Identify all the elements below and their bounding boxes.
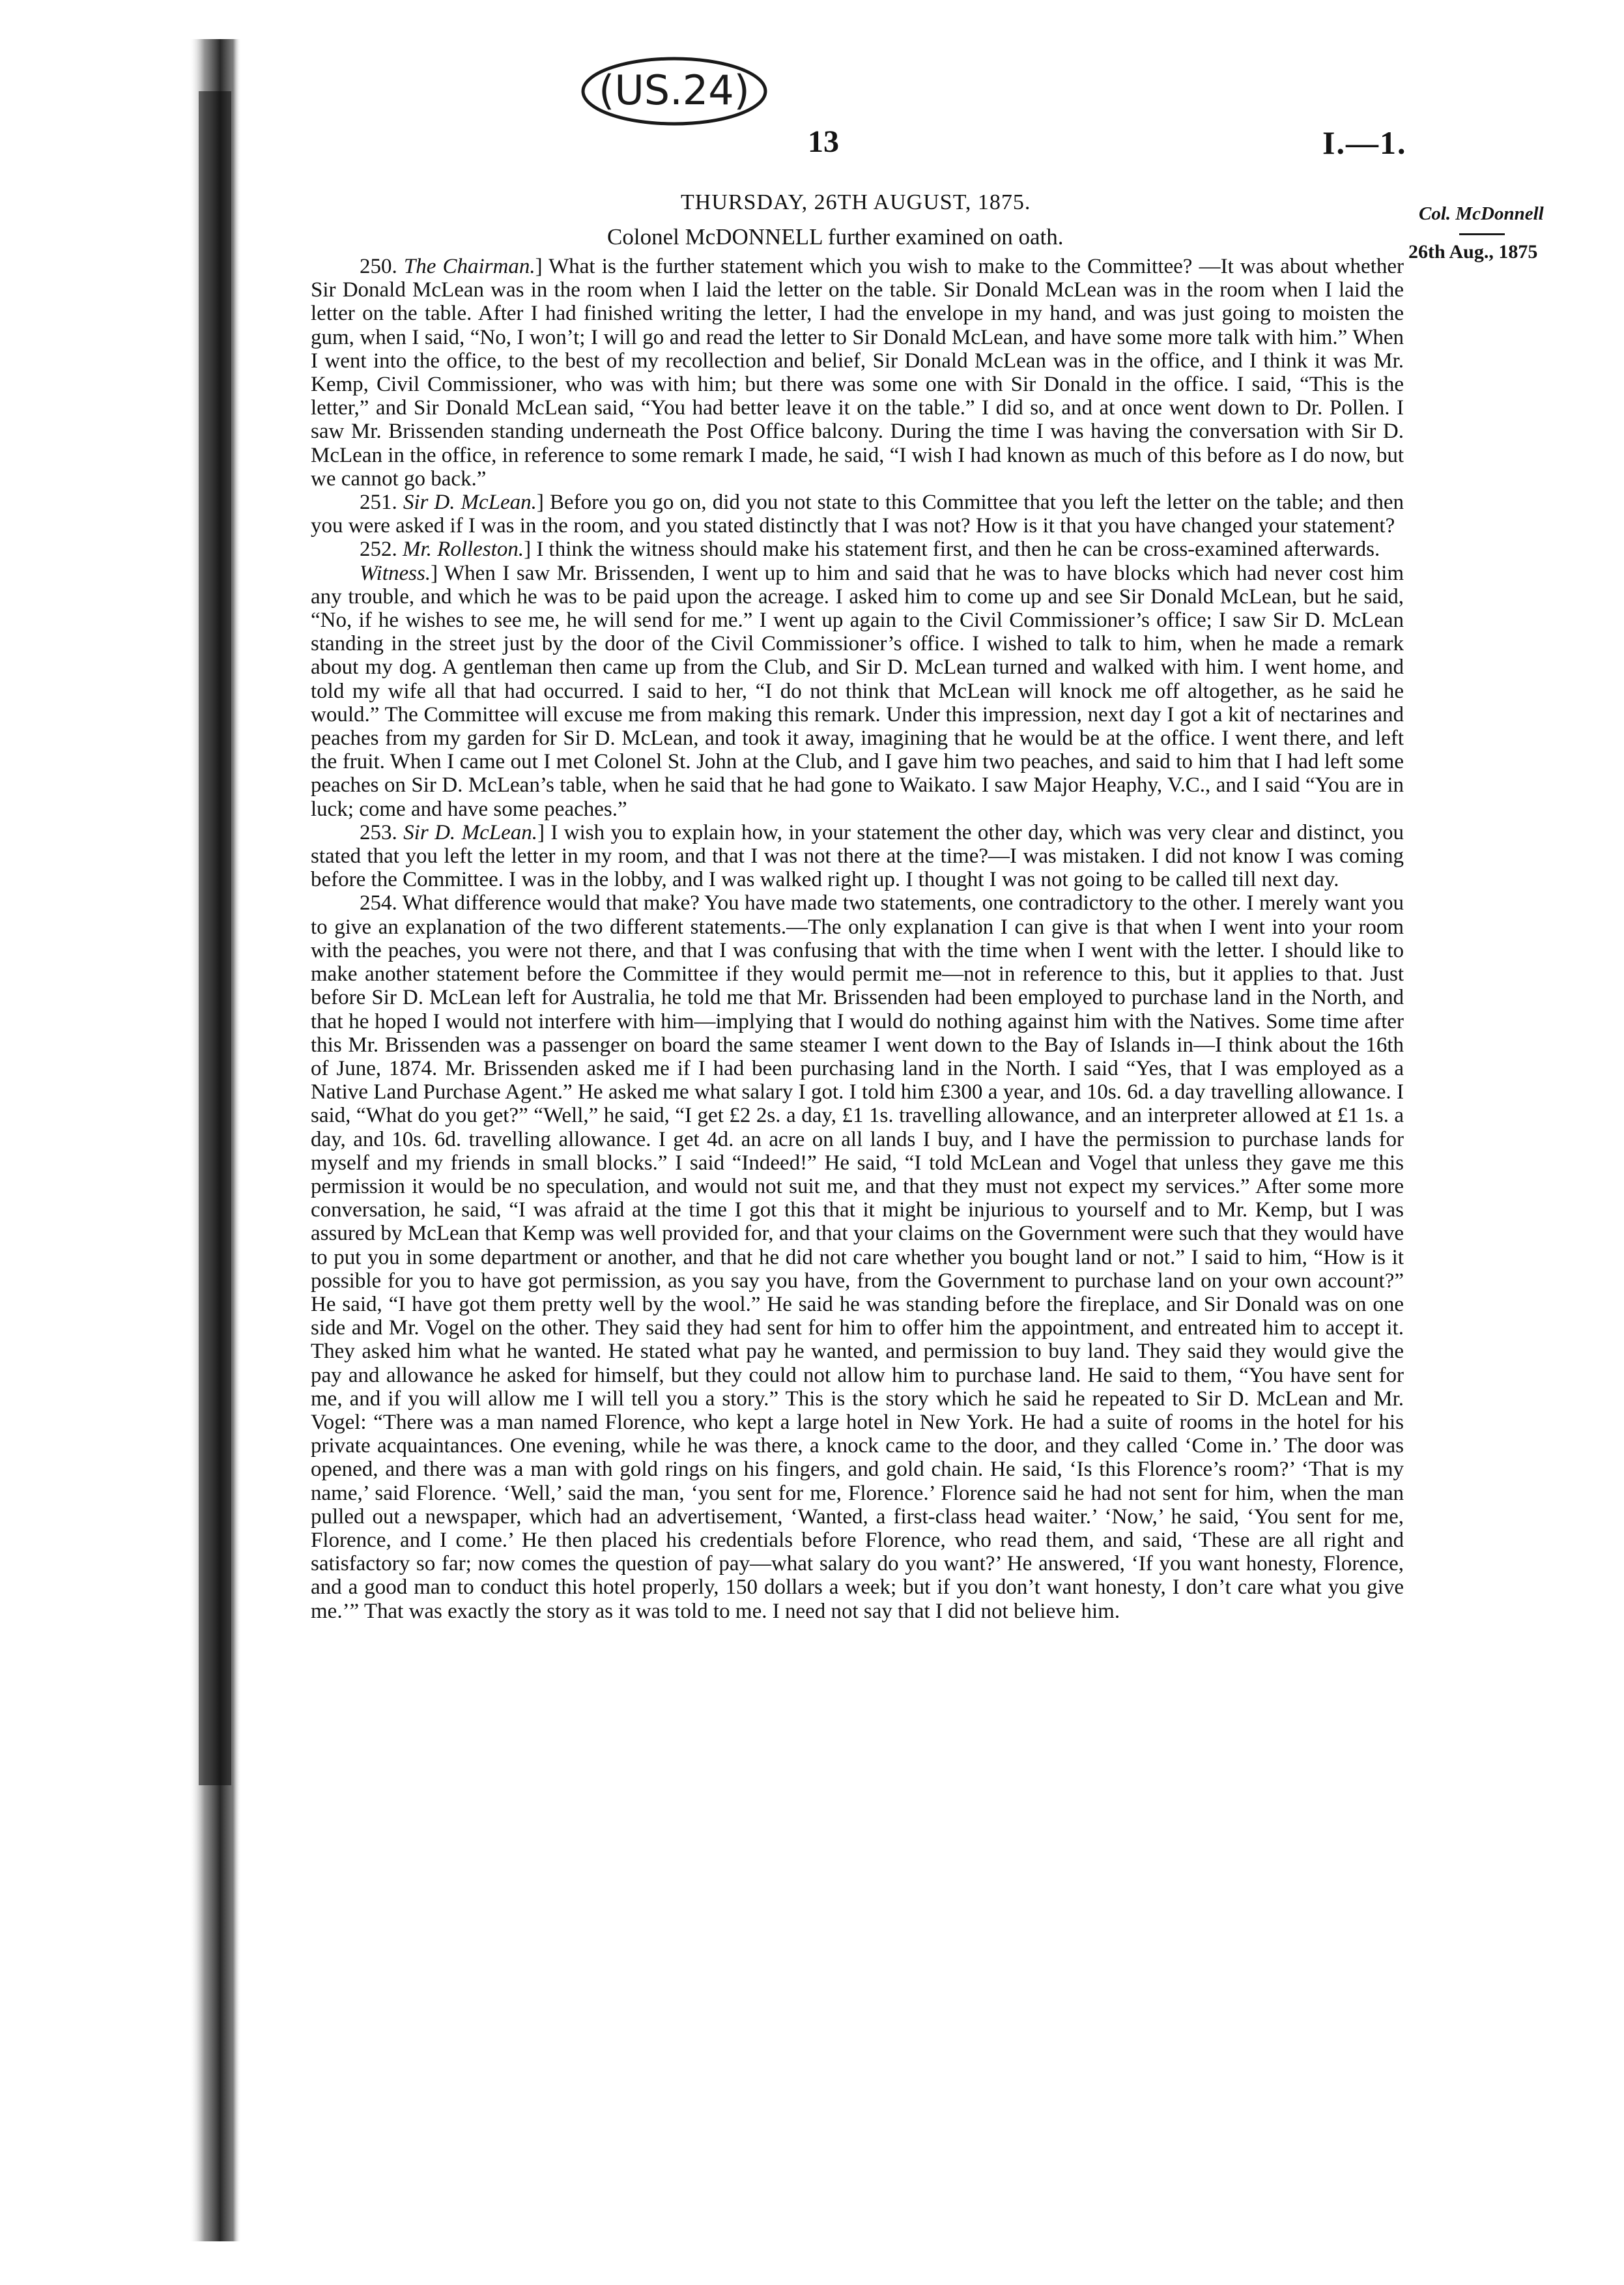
paragraph-number: 251. [360, 491, 403, 515]
paragraph-text: ] I wish you to explain how, in your statement the other day, which was very clear and distinct, you stated that you left the letter in my room, and that I was not there at the time?—I was mistaken. I did not know I was coming before the Committee. I was in the lobby, and I was walked right up. I thought I was not going to be called till next day. [311, 820, 1404, 892]
speaker: Witness. [360, 561, 431, 585]
paragraph [311, 255, 1404, 491]
paragraph [311, 491, 1404, 538]
paragraph-text: ] When I saw Mr. Brissenden, I went up to him and said that he was to have blocks which had never cost him any trouble, and which he was to be paid upon the acreage. I asked him to come up and see Sir Donald McLean, but he said, “No, if he wishes to see me, he will send for me.” I went up again to the Civil Commissioner’s office; I saw Sir D. McLean standing in the street just by the door of the Civil Commissioner’s office. I wished to talk to him, when he made a remark about my dog. A gentleman then came up from the Club, and Sir D. McLean turned and walked with him. I went home, and told my wife all that had occurred. I said to her, “I do not think that McLean will knock me off altogether, as he said he would.” The Committee will excuse me from making this remark. Under this impression, next day I got a kit of nectarines and peaches from my garden for Sir D. McLean, and took it away, imagining that he would be at the office. I went there, and left the fruit. When I came out I met Colonel St. John at the Club, and I gave him two peaches, and said to him that I had left some peaches on Sir D. McLean’s table, when he said that he had gone to Waikato. I saw Major Heaphy, V.C., and I said “You are in luck; come and have some peaches.” [311, 561, 1404, 821]
speaker: Sir D. McLean. [403, 820, 537, 844]
paragraph-text: What difference would that make? You have made two statements, one contradictory to the other. I merely want you to give an explanation of the two different statements.—The only explanation I can give is that when I went into your room with the peaches, you were not there, and that I was confusing that with the time when I went with the letter. I should like to make another statement before the Committee if they would permit me—not in reference to this, but it applies to that. Just before Sir D. McLean left for Australia, he told me that Mr. Brissenden had been employed to purchase land in the North, and that he hoped I would not interfere with him—implying that I would do nothing against him with the Natives. Some time after this Mr. Brissenden was a passenger on board the same steamer I went down to the Bay of Islands in—I think about the 16th of June, 1874. Mr. Brissenden asked me if I had been purchasing land in the North. I said “Yes, that I was employed as a Native Land Purchase Agent.” He asked me what salary I got. I told him £300 a year, and 10s. 6d. a day travelling allowance. I said, “What do you get?” “Well,” he said, “I get £2 2s. a day, £1 1s. travelling allowance, and an interpreter allowed at £1 1s. a day, and 10s. 6d. travelling allowance. I get 4d. an acre on all lands I buy, and I have the permission to purchase lands for myself and my friends in small blocks.” I said “Indeed!” He said, “I told McLean and Vogel that unless they gave me this permission it would be no speculation, and would not suit me, and that they must not expect my services.” After some more conversation, he said, “I was afraid at the time I got this that it might be injurious to yourself and to Mr. Kemp, but I was assured by McLean that Kemp was well provided for, and that your claims on the Government were such that they would have to put you in some department or another, and that he did not care whether you bought land or not.” I said to him, “How is it possible for you to have got permission, as you say you have, from the Government to purchase land on your own account?” He said, “I have got them pretty well by the wool.” He said he was standing before the fireplace, and Sir Donald was on one side and Mr. Vogel on the other. They said they had sent for him to offer him the appointment, and entreated him to accept it. They asked him what he wanted. He stated what pay he wanted, and permission to buy land. They said they would give the pay and allowance he asked for himself, but they could not allow him to purchase land. He said to them, “You have sent for me, and if you will allow me I will tell you a story.” This is the story which he said he repeated to Sir D. McLean and Mr. Vogel: “There was a man named Florence, who kept a large hotel in New York. He had a suite of rooms in the hotel for his private acquaintances. One evening, while he was there, a knock came to the door, and they called ‘Come in.’ The door was opened, and there was a man with gold rings on his fingers, and gold chain. He said, ‘Is this Florence’s room?’ ‘That is my name,’ said Florence. ‘Well,’ said the man, ‘you sent for me, Florence.’ Florence said he had not sent for him, when the man pulled out a newspaper, which had an advertisement, ‘Wanted, a first-class head waiter.’ ‘Now,’ he said, ‘You sent for me, Florence, and I come.’ He then placed his credentials before Florence, who read them, and said, ‘These are all right and satisfactory so far; now comes the question of pay—what salary do you want?’ He answered, ‘If you want honesty, Florence, and a good man to conduct this hotel properly, 150 dollars a week; but if you don’t want honesty, I don’t care what you give me.’” That was exactly the story as it was told to me. I need not say that I did not believe him. [311, 891, 1404, 1623]
handwritten-annotation [577, 51, 778, 136]
date-heading: THURSDAY, 26TH AUGUST, 1875. [681, 190, 1031, 214]
paragraph-text: ] What is the further statement which you wish to make to the Committee? —It was about whether Sir Donald McLean was in the room when I laid the letter on the table. Sir Donald McLean was in the room when I laid the letter on the table. After I had finished writing the letter, I had the envelope in my hand, and was just going to moisten the gum, when I said, “No, I won’t; I will go and read the letter to Sir Donald McLean, and have some more talk with him.” When I went into the office, to the best of my recollection and belief, Sir Donald McLean was in the office, and I think it was Mr. Kemp, Civil Commissioner, who was with him; but there was some one with Sir Donald in the office. I said, “This is the letter,” and Sir Donald McLean said, “You had better leave it on the table.” I did so, and at once went down to Dr. Pollen. I saw Mr. Brissenden standing underneath the Post Office balcony. During the time I was having the conversation with Sir D. McLean in the office, in reference to some remark I made, he said, “I wish I had known as much of this before as I do now, but we cannot go back.” [311, 255, 1404, 491]
paragraph-text: ] I think the witness should make his statement first, and then he can be cross-examined afterwards. [524, 538, 1380, 562]
witness-subheading: Colonel McDONNELL further examined on oath. [607, 224, 1064, 250]
testimony-body [311, 255, 1404, 1623]
svg-text:(US.24): (US.24) [599, 66, 750, 114]
binding-shadow [163, 0, 254, 2285]
paragraph [311, 821, 1404, 892]
speaker: The Chairman. [403, 255, 535, 278]
paragraph [311, 562, 1404, 821]
paragraph-number: 253. [360, 820, 404, 844]
document-reference: I.—1. [1322, 124, 1407, 161]
paragraph-text: ] Before you go on, did you not state to this Committee that you left the letter on the table; and then you were asked if I was in the room, and you stated distinctly that I was not? How is it that you have changed your statement? [311, 491, 1404, 538]
page-number: 13 [808, 124, 839, 159]
paragraph-number: 250. [360, 255, 404, 278]
margin-witness-name: Col. McDonnell [1419, 203, 1544, 224]
margin-date: 26th Aug., 1875 [1408, 241, 1538, 263]
paragraph [311, 891, 1404, 1622]
margin-rule [1459, 233, 1505, 235]
paragraph-number: 254. [360, 891, 403, 915]
paragraph-number: 252. [360, 538, 403, 562]
speaker: Mr. Rolleston. [403, 538, 524, 562]
speaker: Sir D. McLean. [403, 491, 537, 515]
paragraph [311, 538, 1404, 561]
